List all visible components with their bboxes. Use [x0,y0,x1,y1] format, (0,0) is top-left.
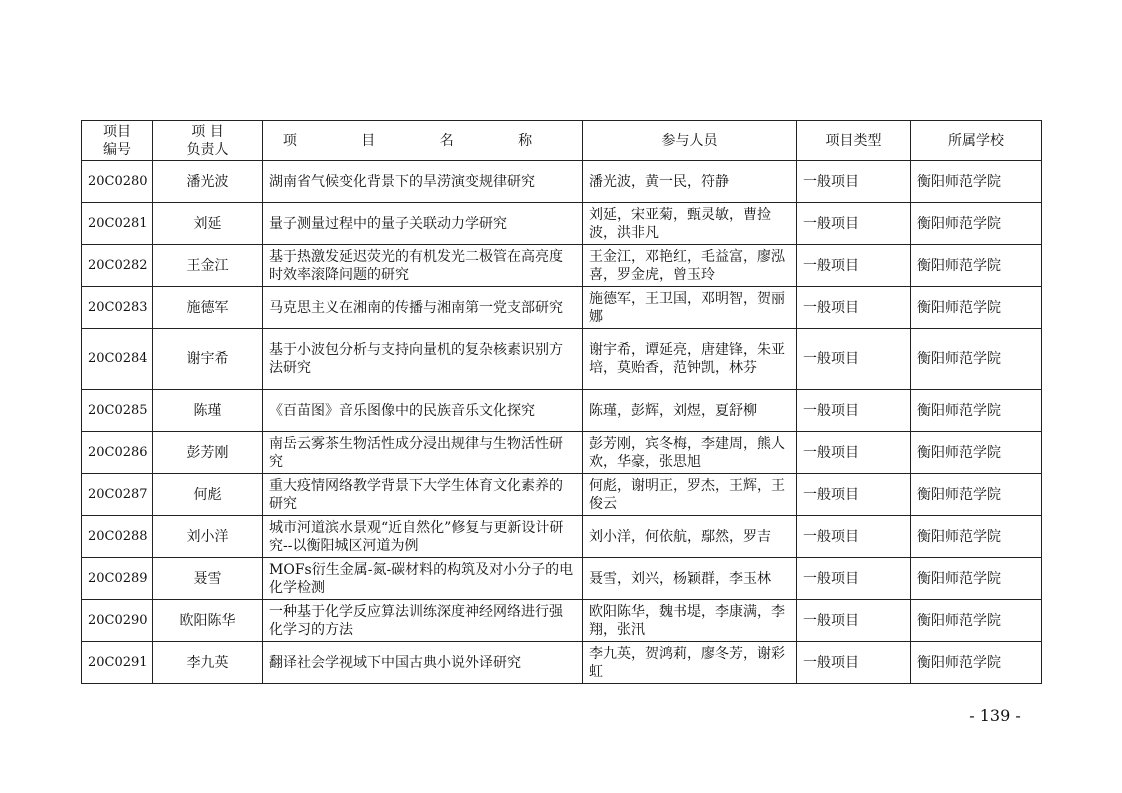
cell-project-type: 一般项目 [797,245,911,287]
cell-participants: 刘小洋，何依航，鄢然，罗吉 [583,516,797,558]
cell-project-id: 20C0284 [82,329,153,390]
cell-leader: 李九英 [153,642,263,684]
header-project-name: 项 目 名 称 [263,121,583,161]
table-row [82,245,1042,287]
cell-participants: 施德军，王卫国，邓明智，贺丽娜 [583,287,797,329]
cell-leader: 刘延 [153,203,263,245]
cell-project-id: 20C0280 [82,161,153,203]
cell-leader: 欧阳陈华 [153,600,263,642]
cell-school: 衡阳师范学院 [911,432,1042,474]
cell-project-type: 一般项目 [797,642,911,684]
cell-leader: 谢宇希 [153,329,263,390]
table-row [82,432,1042,474]
cell-leader: 彭芳刚 [153,432,263,474]
cell-project-name: 量子测量过程中的量子关联动力学研究 [263,203,583,245]
header-project-id-line2: 编号 [103,141,131,158]
cell-participants: 谢宇希，谭延亮，唐建锋，朱亚培，莫贻香，范钟凯，林芬 [583,329,797,390]
cell-participants: 刘延，宋亚菊，甄灵敏，曹捡波，洪非凡 [583,203,797,245]
cell-project-type: 一般项目 [797,558,911,600]
table-row [82,390,1042,432]
cell-project-id: 20C0290 [82,600,153,642]
cell-project-type: 一般项目 [797,474,911,516]
cell-school: 衡阳师范学院 [911,600,1042,642]
cell-project-id: 20C0283 [82,287,153,329]
cell-participants: 潘光波，黄一民，符静 [583,161,797,203]
cell-leader: 何彪 [153,474,263,516]
cell-school: 衡阳师范学院 [911,203,1042,245]
cell-project-name: 基于小波包分析与支持向量机的复杂核素识别方法研究 [263,329,583,390]
cell-leader: 施德军 [153,287,263,329]
header-school: 所属学校 [911,121,1042,161]
cell-project-type: 一般项目 [797,203,911,245]
header-leader-line2: 负责人 [186,141,229,158]
header-leader [153,121,263,161]
cell-project-name: 城市河道滨水景观“近自然化”修复与更新设计研究--以衡阳城区河道为例 [263,516,583,558]
cell-participants: 聂雪，刘兴，杨颖群，李玉林 [583,558,797,600]
header-project-id [82,121,153,161]
cell-participants: 李九英，贺鸿莉，廖冬芳，谢彩虹 [583,642,797,684]
cell-project-type: 一般项目 [797,161,911,203]
cell-participants: 何彪，谢明正，罗杰，王辉，王俊云 [583,474,797,516]
cell-project-id: 20C0287 [82,474,153,516]
table-header-row [82,121,1042,161]
cell-project-type: 一般项目 [797,287,911,329]
table-row [82,203,1042,245]
cell-project-name: 翻译社会学视域下中国古典小说外译研究 [263,642,583,684]
cell-participants: 欧阳陈华，魏书堤，李康满，李翔，张汛 [583,600,797,642]
cell-school: 衡阳师范学院 [911,558,1042,600]
cell-participants: 王金江，邓艳红，毛益富，廖泓喜，罗金虎，曾玉玲 [583,245,797,287]
cell-project-id: 20C0289 [82,558,153,600]
header-participants: 参与人员 [583,121,797,161]
cell-leader: 王金江 [153,245,263,287]
page-number: - 139 - [969,706,1021,725]
cell-leader: 刘小洋 [153,516,263,558]
cell-school: 衡阳师范学院 [911,516,1042,558]
cell-project-id: 20C0282 [82,245,153,287]
cell-project-name: 《百苗图》音乐图像中的民族音乐文化探究 [263,390,583,432]
cell-project-id: 20C0286 [82,432,153,474]
cell-project-type: 一般项目 [797,600,911,642]
table-row [82,329,1042,390]
table-row [82,161,1042,203]
table-row [82,474,1042,516]
cell-school: 衡阳师范学院 [911,287,1042,329]
cell-school: 衡阳师范学院 [911,390,1042,432]
table-row [82,600,1042,642]
cell-project-id: 20C0285 [82,390,153,432]
cell-project-name: 马克思主义在湘南的传播与湘南第一党支部研究 [263,287,583,329]
cell-project-name: 湖南省气候变化背景下的旱涝演变规律研究 [263,161,583,203]
table-row [82,642,1042,684]
cell-project-type: 一般项目 [797,516,911,558]
projects-table [81,120,1042,684]
cell-school: 衡阳师范学院 [911,642,1042,684]
cell-participants: 彭芳刚，宾冬梅，李建周，熊人欢，华豪，张思旭 [583,432,797,474]
cell-project-name: 重大疫情网络教学背景下大学生体育文化素养的研究 [263,474,583,516]
cell-leader: 聂雪 [153,558,263,600]
header-project-id-line1: 项目 [103,123,131,140]
cell-project-type: 一般项目 [797,432,911,474]
cell-project-name: 一种基于化学反应算法训练深度神经网络进行强化学习的方法 [263,600,583,642]
table-row [82,287,1042,329]
cell-school: 衡阳师范学院 [911,329,1042,390]
header-leader-line1: 项 目 [191,123,224,140]
cell-project-type: 一般项目 [797,329,911,390]
cell-school: 衡阳师范学院 [911,474,1042,516]
cell-leader: 潘光波 [153,161,263,203]
cell-leader: 陈瑾 [153,390,263,432]
cell-project-id: 20C0288 [82,516,153,558]
cell-school: 衡阳师范学院 [911,161,1042,203]
cell-project-id: 20C0291 [82,642,153,684]
table-row [82,558,1042,600]
cell-project-name: 南岳云雾茶生物活性成分浸出规律与生物活性研究 [263,432,583,474]
cell-project-name: MOFs衍生金属-氮-碳材料的构筑及对小分子的电化学检测 [263,558,583,600]
cell-project-id: 20C0281 [82,203,153,245]
cell-participants: 陈瑾，彭辉，刘煜，夏舒柳 [583,390,797,432]
table-row [82,516,1042,558]
cell-school: 衡阳师范学院 [911,245,1042,287]
cell-project-type: 一般项目 [797,390,911,432]
cell-project-name: 基于热激发延迟荧光的有机发光二极管在高亮度时效率滚降问题的研究 [263,245,583,287]
header-project-type: 项目类型 [797,121,911,161]
